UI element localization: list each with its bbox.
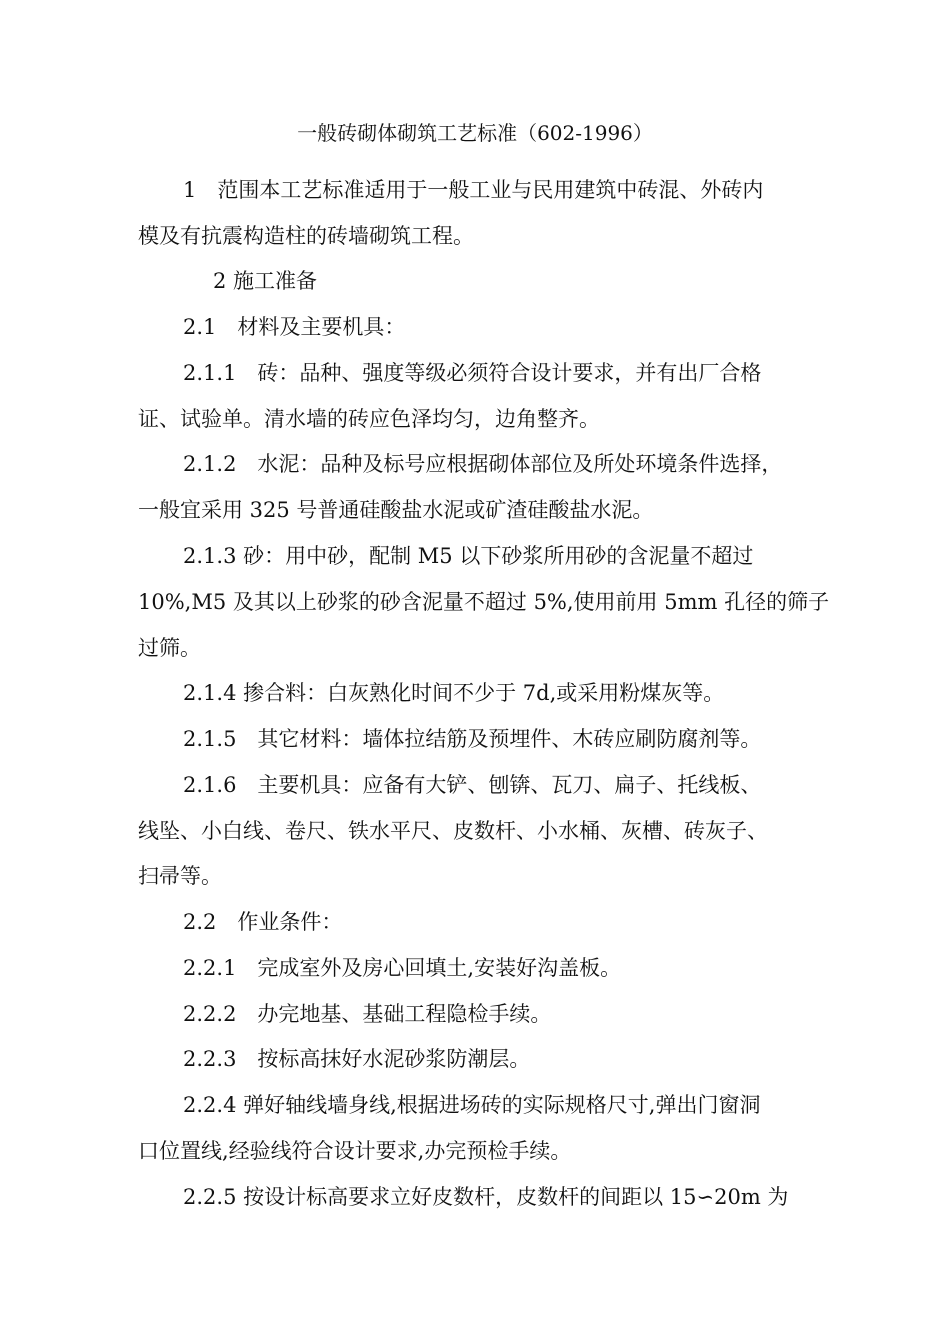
heading-materials: 2.1 材料及主要机具： xyxy=(183,315,406,339)
line-condition-3: 2.2.3 按标高抹好水泥砂浆防潮层。 xyxy=(183,1047,531,1071)
line-admixture: 2.1.4 掺合料：白灰熟化时间不少于 7d,或采用粉煤灰等。 xyxy=(183,681,725,705)
line-cement-2: 一般宜采用 325 号普通硅酸盐水泥或矿渣硅酸盐水泥。 xyxy=(138,498,654,522)
line-condition-4-1: 2.2.4 弹好轴线墙身线,根据进场砖的实际规格尺寸,弹出门窗洞 xyxy=(183,1093,761,1117)
line-tools-3: 扫帚等。 xyxy=(138,864,222,888)
line-condition-1: 2.2.1 完成室外及房心回填土,安装好沟盖板。 xyxy=(183,956,622,980)
heading-construction-prep: 2 施工准备 xyxy=(213,269,318,293)
line-condition-2: 2.2.2 办完地基、基础工程隐检手续。 xyxy=(183,1002,552,1026)
line-sand-1: 2.1.3 砂：用中砂，配制 M5 以下砂浆所用砂的含泥量不超过 xyxy=(183,544,754,568)
line-tools-2: 线坠、小白线、卷尺、铁水平尺、皮数杆、小水桶、灰槽、砖灰子、 xyxy=(138,819,768,843)
line-sand-2: 10%,M5 及其以上砂浆的砂含泥量不超过 5%,使用前用 5mm 孔径的筛子 xyxy=(138,590,830,614)
line-brick-2: 证、试验单。清水墙的砖应色泽均匀，边角整齐。 xyxy=(138,407,600,431)
heading-work-conditions: 2.2 作业条件： xyxy=(183,910,343,934)
line-scope-2: 模及有抗震构造柱的砖墙砌筑工程。 xyxy=(138,224,474,248)
line-scope-1: 1 范围本工艺标准适用于一般工业与民用建筑中砖混、外砖内 xyxy=(183,178,764,202)
line-cement-1: 2.1.2 水泥：品种及标号应根据砌体部位及所处环境条件选择， xyxy=(183,452,783,476)
line-tools-1: 2.1.6 主要机具：应备有大铲、刨锛、瓦刀、扁子、托线板、 xyxy=(183,773,762,797)
document-title: 一般砖砌体砌筑工艺标准（602-1996） xyxy=(297,121,653,145)
line-sand-3: 过筛。 xyxy=(138,636,201,660)
line-brick-1: 2.1.1 砖：品种、强度等级必须符合设计要求，并有出厂合格 xyxy=(183,361,762,385)
line-condition-5: 2.2.5 按设计标高要求立好皮数杆，皮数杆的间距以 15∽20m 为 xyxy=(183,1185,789,1209)
line-other-materials: 2.1.5 其它材料：墙体拉结筋及预埋件、木砖应刷防腐剂等。 xyxy=(183,727,762,751)
line-condition-4-2: 口位置线,经验线符合设计要求,办完预检手续。 xyxy=(138,1139,572,1163)
